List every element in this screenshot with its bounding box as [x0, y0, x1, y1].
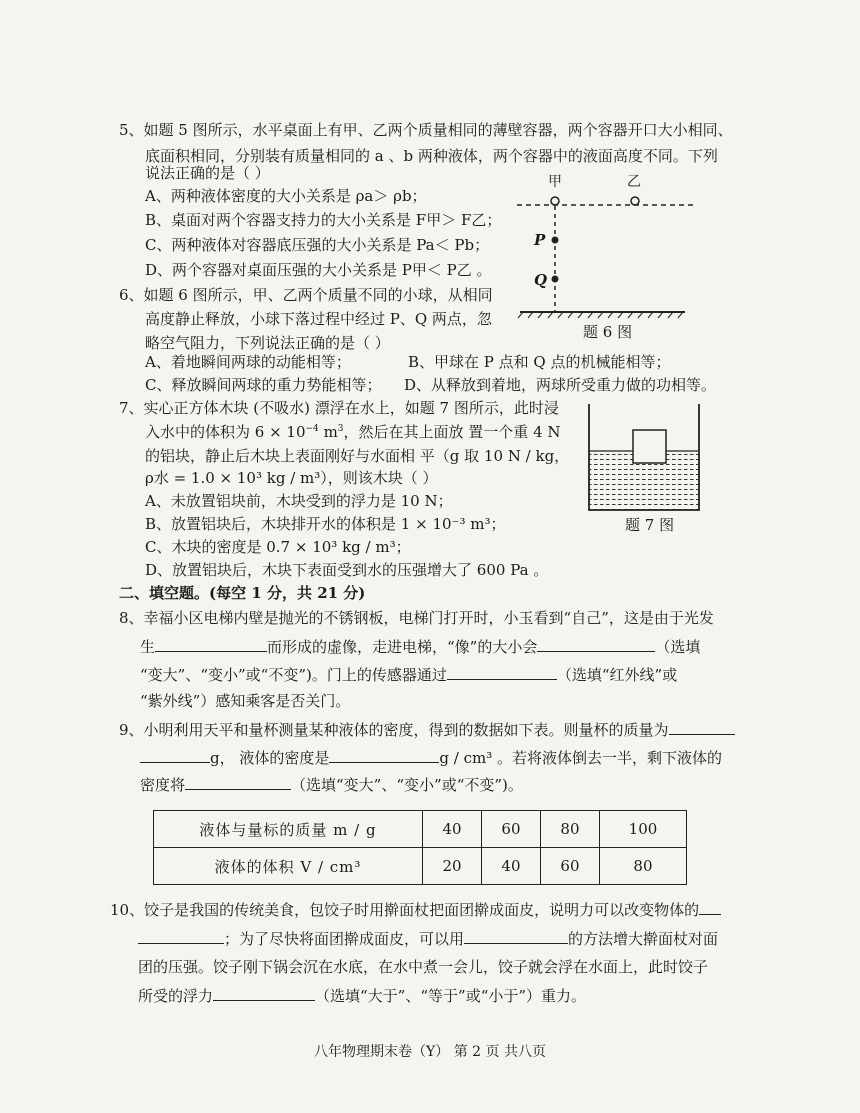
table-cell: 60 — [481, 811, 540, 848]
q9-blank-2[interactable] — [329, 748, 439, 763]
q8-blank-1[interactable] — [155, 637, 267, 652]
q9-line-3: 密度将 （选填“变大”、“变小”或“不变”)。 — [140, 776, 523, 794]
q7-line-2: 入水中的体积为 $6 \times 10^{-4}$ $m^3$，然后在其上面放 置一个重 4 N — [145, 423, 561, 441]
table-row-label: 液体与量标的质量 m / g — [154, 811, 423, 848]
q6-option-a: A、着地瞬间两球的动能相等； — [145, 353, 351, 371]
q6-option-d: D、从释放到着地，两球所受重力做的功相等。 — [404, 376, 717, 394]
q5-option-a: A、两种液体密度的大小关系是 ρa＞ ρb； — [145, 187, 427, 205]
q10-line-3: 团的压强。饺子刚下锅会沉在水底，在水中煮一会儿，饺子就会浮在水面上，此时饺子 — [138, 958, 709, 976]
table-cell: 40 — [481, 848, 540, 885]
table-cell: 40 — [423, 811, 482, 848]
q10-line-2: ；为了尽快将面团擀成面皮，可以用 的方法增大擀面杖对面 — [138, 929, 718, 949]
q7-line-4: ρ水 = 1.0 × 10³ kg / m³），则该木块（ ） — [145, 469, 438, 487]
fig6-label-q: Q — [534, 271, 548, 289]
q9-line-1: 9、小明利用天平和量杯测量某种液体的密度，得到的数据如下表。则量杯的质量为 — [119, 720, 735, 740]
q10-line-1: 10、饺子是我国的传统美食，包饺子时用擀面杖把面团擀成面皮，说明力可以改变物体的 — [110, 900, 721, 920]
table-cell: 60 — [540, 848, 599, 885]
q7-option-c: C、木块的密度是 0.7 × 10³ kg / m³； — [145, 538, 411, 556]
table-row — [154, 848, 687, 885]
q10-blank-3[interactable] — [213, 986, 315, 1001]
table-cell: 100 — [599, 811, 686, 848]
q6-option-c: C、释放瞬间两球的重力势能相等； — [145, 376, 382, 394]
q9-blank-1b[interactable] — [140, 748, 210, 763]
table-cell: 20 — [423, 848, 482, 885]
table-row — [154, 811, 687, 848]
q9-blank-1[interactable] — [669, 720, 735, 735]
q6-line-1: 6、如题 6 图所示，甲、乙两个质量不同的小球，从相同 — [119, 286, 493, 304]
table-row-label: 液体的体积 V / cm³ — [154, 848, 423, 885]
q7-option-a: A、未放置铝块前，木块受到的浮力是 10 N； — [145, 492, 453, 510]
q8-line-4: “紫外线”）感知乘客是否关门。 — [140, 692, 351, 710]
q8-blank-2[interactable] — [537, 637, 655, 652]
q5-option-d: D、两个容器对桌面压强的大小关系是 P甲＜ P乙 。 — [145, 261, 492, 279]
q8-blank-3[interactable] — [447, 665, 557, 680]
fig6-label-yi: 乙 — [627, 174, 641, 190]
q9-line-2: g， 液体的密度是 g / cm³ 。若将液体倒去一半，剩下液体的 — [140, 748, 722, 768]
q10-blank-1[interactable] — [699, 900, 721, 915]
q5-line-1: 5、如题 5 图所示，水平桌面上有甲、乙两个质量相同的薄壁容器，两个容器开口大小相同、 — [119, 121, 733, 139]
q6-option-b: B、甲球在 P 点和 Q 点的机械能相等； — [408, 353, 671, 371]
q10-blank-2[interactable] — [464, 929, 568, 944]
q9-data-table — [153, 810, 687, 885]
q6-line-3: 略空气阻力，下列说法正确的是（ ） — [145, 334, 390, 352]
q9-blank-3[interactable] — [185, 775, 291, 790]
q5-line-3: 说法正确的是（ ） — [145, 164, 270, 182]
figure-7-diagram — [588, 402, 700, 512]
fig6-label-p: P — [534, 231, 546, 249]
q8-line-2: 生 而形成的虚像，走进电梯，“像”的大小会 （选填 — [140, 638, 701, 656]
q7-option-b: B、放置铝块后，木块排开水的体积是 1 × 10⁻³ m³； — [145, 515, 506, 533]
fig6-label-jia: 甲 — [548, 174, 562, 190]
section-2-heading: 二、填空题。(每空 1 分，共 21 分) — [119, 584, 366, 602]
q6-line-2: 高度静止释放，小球下落过程中经过 P、Q 两点，忽 — [145, 310, 492, 328]
q5-option-b: B、桌面对两个容器支持力的大小关系是 F甲＞ F乙； — [145, 211, 502, 229]
q10-blank-1b[interactable] — [138, 929, 224, 944]
q5-line-2: 底面积相同，分别装有质量相同的 a 、b 两种液体，两个容器中的液面高度不同。下列 — [145, 147, 718, 165]
table-cell: 80 — [599, 848, 686, 885]
q8-line-3: “变大”、“变小”或“不变”)。门上的传感器通过 （选填“红外线”或 — [140, 666, 678, 684]
q7-line-1: 7、实心正方体木块 (不吸水) 漂浮在水上，如题 7 图所示，此时浸 — [119, 399, 559, 417]
table-cell: 80 — [540, 811, 599, 848]
q10-line-4: 所受的浮力 （选填“大于”、“等于”或“小于”）重力。 — [138, 987, 587, 1005]
q5-option-c: C、两种液体对容器底压强的大小关系是 Pa＜ Pb； — [145, 236, 490, 254]
q8-line-1: 8、幸福小区电梯内壁是抛光的不锈钢板，电梯门打开时，小玉看到“自己”，这是由于光发 — [119, 609, 714, 627]
q7-option-d: D、放置铝块后，木块下表面受到水的压强增大了 600 Pa 。 — [145, 561, 549, 579]
fig6-caption: 题 6 图 — [583, 323, 633, 341]
q7-line-3: 的铝块，静止后木块上表面刚好与水面相 平（g 取 10 N / kg， — [145, 447, 570, 465]
fig7-caption: 题 7 图 — [625, 516, 675, 534]
page-footer: 八年物理期末卷（Y） 第 2 页 共八页 — [314, 1044, 546, 1060]
